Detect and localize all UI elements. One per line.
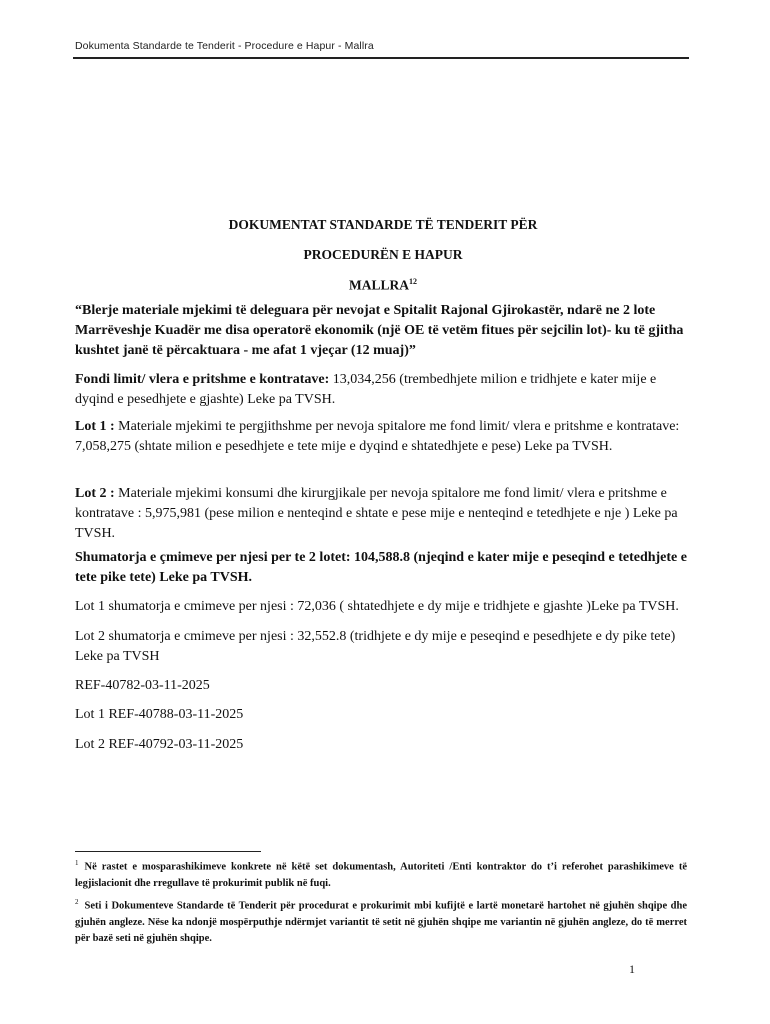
header-rule — [73, 57, 689, 59]
fondi-label: Fondi limit/ vlera e pritshme e kontratave: — [75, 372, 330, 387]
procurement-subject: “Blerje materiale mjekimi të deleguara për nevojat e Spitalit Rajonal Gjirokastër, ndarë ne 2 lote Marrëveshje Kuadër me disa operatorë ekonomik (një OE të vetëm fitues për sejcilin lot)- ku të gjitha kushtet janë të përcaktuara - me afat 1 vjeçar (12 muaj)” — [75, 303, 684, 358]
lot2-paragraph — [75, 484, 691, 544]
footnote-ref: 12 — [409, 277, 417, 286]
lot1-paragraph — [75, 417, 691, 457]
lot1-sum-paragraph: Lot 1 shumatorja e cmimeve per njesi : 72,036 ( shtatedhjete e dy mije e tridhjete e gjashte )Leke pa TVSH. — [75, 599, 679, 614]
fondi-text: 13,034,256 (trembedhjete milion e tridhjete e kater mije e dyqind e pesedhjete e gjashte) Leke pa TVSH. — [75, 372, 657, 407]
ref-lot1: Lot 1 REF-40788-03-11-2025 — [75, 707, 244, 722]
fondi-paragraph — [75, 370, 691, 410]
page-number: 1 — [629, 962, 635, 976]
lot2-label: Lot 2 : — [75, 486, 115, 501]
footnote-2-text: Seti i Dokumenteve Standarde të Tenderit për procedurat e prokurimit mbi kufijtë e lartë monetarë hartohet në gjuhën shqipe dhe gjuhën angleze. Nëse ka ndonjë mospërputhje ndërmjet variantit të setit në gjuhën shqipe me variantin në gjuhën angleze, do të merret për bazë seti në gjuhën shqipe. — [75, 900, 687, 944]
footnote-2 — [75, 894, 687, 947]
title-line-3 — [75, 277, 691, 294]
lot2-sum-paragraph: Lot 2 shumatorja e cmimeve per njesi : 32,552.8 (tridhjete e dy mije e peseqind e pesedhjete e dy pike tete) Leke pa TVSH — [75, 629, 676, 664]
footnote-rule — [75, 851, 261, 852]
footnote-1 — [75, 855, 687, 892]
footnote-1-mark: 1 — [75, 859, 79, 867]
ref-lot2: Lot 2 REF-40792-03-11-2025 — [75, 737, 244, 752]
shumatorja-paragraph: Shumatorja e çmimeve per njesi per te 2 lotet: 104,588.8 (njeqind e kater mije e peseqind e tetedhjete e tete pike tete) Leke pa TVSH. — [75, 550, 687, 585]
lot1-text: Materiale mjekimi te pergjithshme per nevoja spitalore me fond limit/ vlera e pritshme e kontratave: 7,058,275 (shtate milion e pesedhjete e tete mije e dyqind e shtatedhjete e pese) Leke pa TVSH. — [75, 419, 680, 454]
title-line-1: DOKUMENTAT STANDARDE TË TENDERIT PËR — [228, 217, 538, 232]
ref-main: REF-40782-03-11-2025 — [75, 678, 210, 693]
running-header: Dokumenta Standarde te Tenderit - Procedure e Hapur - Mallra — [75, 40, 374, 52]
title-line-3-text: MALLRA — [349, 277, 409, 293]
footnote-2-mark: 2 — [75, 898, 79, 906]
footnote-1-text: Në rastet e mosparashikimeve konkrete në këtë set dokumentash, Autoriteti /Enti kontraktor do t’i referohet parashikimeve të legjislacionit dhe rregullave të prokurimit publik në fuqi. — [75, 861, 687, 889]
title-line-2: PROCEDURËN E HAPUR — [303, 247, 463, 262]
lot1-label: Lot 1 : — [75, 419, 115, 434]
lot2-text: Materiale mjekimi konsumi dhe kirurgjikale per nevoja spitalore me fond limit/ vlera e pritshme e kontratave : 5,975,981 (pese milion e nenteqind e shtate e pese mije e nenteqind e tetedhjete e nje ) Leke pa TVSH. — [75, 486, 678, 541]
